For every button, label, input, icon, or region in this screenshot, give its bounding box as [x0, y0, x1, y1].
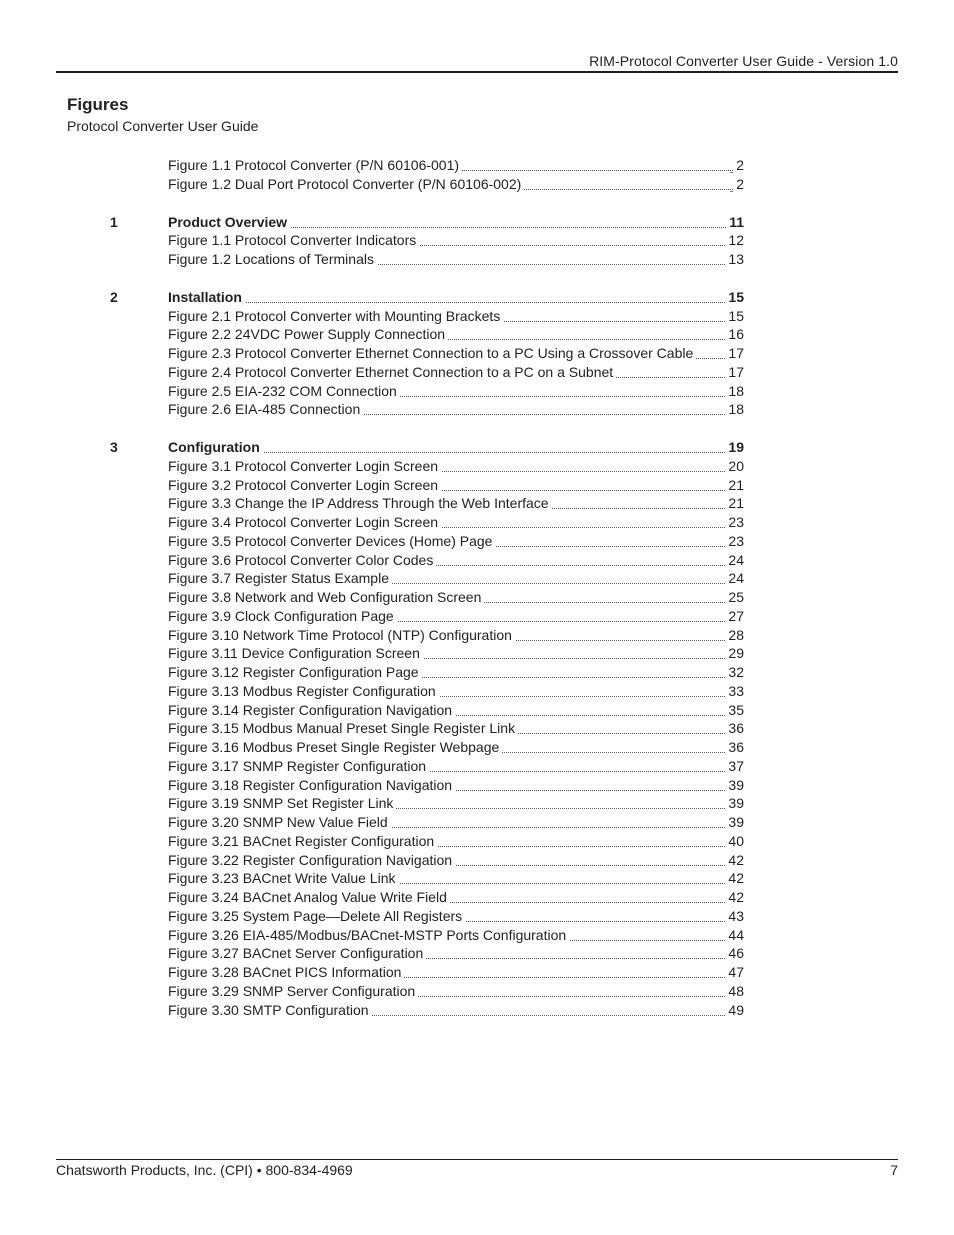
figure-entry [110, 757, 744, 775]
page-number: 21 [725, 494, 744, 512]
page-number: 40 [725, 832, 744, 850]
figure-title: Figure 3.5 Protocol Converter Devices (Home) Page [168, 532, 495, 550]
dot-leader [425, 790, 725, 791]
page-number: 19 [725, 438, 744, 456]
figure-title: Figure 3.16 Modbus Preset Single Register Webpage [168, 738, 502, 756]
figure-entry [110, 626, 744, 644]
figure-title: Figure 3.26 EIA-485/Modbus/BACnet-MSTP Ports Configuration [168, 926, 569, 944]
figure-title: Figure 3.4 Protocol Converter Login Screen [168, 513, 441, 531]
page-number: 27 [725, 607, 744, 625]
page-number: 23 [725, 532, 744, 550]
chapter-number: 2 [110, 288, 118, 305]
figure-title: Figure 3.19 SNMP Set Register Link [168, 794, 396, 812]
dot-leader [215, 302, 725, 303]
chapter-entry [110, 213, 744, 231]
figure-entry [110, 926, 744, 944]
figure-entry [110, 776, 744, 794]
page-number: 23 [725, 513, 744, 531]
figure-entry [110, 644, 744, 662]
dot-leader [420, 902, 725, 903]
dot-leader [389, 245, 725, 246]
figure-title: Figure 2.6 EIA-485 Connection [168, 400, 363, 418]
dot-leader [494, 189, 733, 190]
dot-leader [393, 658, 725, 659]
page-number: 39 [725, 794, 744, 812]
figure-title: Figure 3.7 Register Status Example [168, 569, 392, 587]
page-number: 42 [725, 888, 744, 906]
figure-entry [110, 944, 744, 962]
page-number: 2 [733, 175, 744, 193]
figure-entry [110, 307, 744, 325]
figure-entry [110, 363, 744, 381]
page-number: 17 [725, 363, 744, 381]
figure-title: Figure 3.24 BACnet Analog Value Write Field [168, 888, 450, 906]
dot-leader [522, 508, 725, 509]
chapter-title: Configuration [168, 438, 263, 456]
chapter-number: 1 [110, 213, 118, 230]
figure-title: Figure 3.15 Modbus Manual Preset Single Register Link [168, 719, 518, 737]
figure-entry [110, 250, 744, 268]
figure-entry [110, 719, 744, 737]
figure-title: Figure 1.2 Dual Port Protocol Converter (P/N 60106-002) [168, 175, 524, 193]
footer-page-number: 7 [890, 1162, 898, 1178]
page-number: 11 [726, 213, 744, 231]
figure-title: Figure 3.14 Register Configuration Navigation [168, 701, 455, 719]
figure-title: Figure 3.11 Device Configuration Screen [168, 644, 423, 662]
figure-entry [110, 382, 744, 400]
figure-entry [110, 551, 744, 569]
page-number: 32 [725, 663, 744, 681]
dot-leader [488, 733, 725, 734]
figure-title: Figure 2.3 Protocol Converter Ethernet Connection to a PC Using a Crossover Cable [168, 344, 696, 362]
chapter-entry [110, 288, 744, 306]
figure-title: Figure 2.4 Protocol Converter Ethernet Connection to a PC on a Subnet [168, 363, 616, 381]
dot-leader [370, 396, 725, 397]
figure-entry [110, 794, 744, 812]
page-number: 20 [725, 457, 744, 475]
dot-leader [369, 883, 725, 884]
figure-title: Figure 3.8 Network and Web Configuration Screen [168, 588, 484, 606]
dot-leader [407, 846, 725, 847]
figure-title: Figure 3.3 Change the IP Address Through the Web Interface [168, 494, 552, 512]
dot-leader [396, 958, 725, 959]
figure-title: Figure 2.5 EIA-232 COM Connection [168, 382, 400, 400]
figure-entry [110, 532, 744, 550]
dot-leader [342, 1015, 725, 1016]
figure-title: Figure 1.2 Locations of Terminals [168, 250, 377, 268]
page-number: 18 [725, 400, 744, 418]
figure-entry [110, 175, 744, 193]
page-number: 42 [725, 869, 744, 887]
figure-entry [110, 888, 744, 906]
page-number: 28 [725, 626, 744, 644]
page-number: 49 [725, 1001, 744, 1019]
figure-title: Figure 2.1 Protocol Converter with Mounting Brackets [168, 307, 503, 325]
page-number: 48 [725, 982, 744, 1000]
dot-leader [233, 452, 725, 453]
header-rule [56, 71, 898, 73]
figure-title: Figure 3.29 SNMP Server Configuration [168, 982, 418, 1000]
figure-entry [110, 1001, 744, 1019]
figure-title: Figure 3.20 SNMP New Value Field [168, 813, 391, 831]
figure-entry [110, 813, 744, 831]
page-number: 35 [725, 701, 744, 719]
figure-title: Figure 3.12 Register Configuration Page [168, 663, 422, 681]
dot-leader [399, 771, 725, 772]
figure-title: Figure 3.6 Protocol Converter Color Codes [168, 551, 436, 569]
page-number: 21 [725, 476, 744, 494]
dot-leader [411, 490, 725, 491]
page-number: 2 [733, 156, 744, 174]
figure-title: Figure 3.27 BACnet Server Configuration [168, 944, 426, 962]
dot-leader [333, 414, 725, 415]
page-number: 43 [725, 907, 744, 925]
figure-entry [110, 494, 744, 512]
figure-entry [110, 832, 744, 850]
page-number: 29 [725, 644, 744, 662]
dot-leader [366, 808, 725, 809]
dot-leader [411, 471, 725, 472]
dot-leader [435, 921, 725, 922]
dot-leader [362, 583, 725, 584]
dot-leader [473, 321, 725, 322]
footer-company: Chatsworth Products, Inc. (CPI) • 800-834-4969 [56, 1162, 353, 1178]
figure-title: Figure 3.17 SNMP Register Configuration [168, 757, 429, 775]
figure-entry [110, 156, 744, 174]
page-number: 39 [725, 776, 744, 794]
figure-entry [110, 325, 744, 343]
page-number: 13 [725, 250, 744, 268]
figure-entry [110, 476, 744, 494]
dot-leader [361, 827, 725, 828]
dot-leader [406, 565, 725, 566]
figure-title: Figure 2.2 24VDC Power Supply Connection [168, 325, 448, 343]
figure-title: Figure 1.1 Protocol Converter Indicators [168, 231, 419, 249]
dot-leader [418, 339, 725, 340]
figure-entry [110, 738, 744, 756]
page-number: 15 [725, 307, 744, 325]
figure-entry [110, 607, 744, 625]
page-number: 36 [725, 719, 744, 737]
dot-leader [454, 602, 725, 603]
page-number: 39 [725, 813, 744, 831]
figure-entry [110, 663, 744, 681]
dot-leader [425, 865, 725, 866]
page-number: 18 [725, 382, 744, 400]
dot-leader [367, 621, 725, 622]
dot-leader [472, 752, 725, 753]
page-number: 44 [725, 926, 744, 944]
figure-entry [110, 982, 744, 1000]
dot-leader [432, 170, 733, 171]
dot-leader [347, 264, 725, 265]
section-title: Figures [67, 95, 129, 114]
dot-leader [411, 527, 725, 528]
figure-entry [110, 513, 744, 531]
figure-entry [110, 231, 744, 249]
figure-entry [110, 701, 744, 719]
figure-title: Figure 3.2 Protocol Converter Login Screen [168, 476, 441, 494]
section-subtitle: Protocol Converter User Guide [67, 118, 259, 134]
page-number: 33 [725, 682, 744, 700]
dot-leader [260, 227, 726, 228]
chapter-title: Product Overview [168, 213, 290, 231]
figure-entry [110, 569, 744, 587]
figure-entry [110, 869, 744, 887]
figure-title: Figure 3.23 BACnet Write Value Link [168, 869, 399, 887]
figure-title: Figure 1.1 Protocol Converter (P/N 60106-001) [168, 156, 462, 174]
figure-title: Figure 3.18 Register Configuration Navigation [168, 776, 455, 794]
chapter-title: Installation [168, 288, 245, 306]
figure-title: Figure 3.25 System Page—Delete All Registers [168, 907, 465, 925]
page-number: 24 [725, 551, 744, 569]
figure-entry [110, 907, 744, 925]
dot-leader [409, 696, 725, 697]
figure-title: Figure 3.21 BACnet Register Configuration [168, 832, 437, 850]
figure-entry [110, 851, 744, 869]
page-number: 47 [725, 963, 744, 981]
page-number: 42 [725, 851, 744, 869]
figure-title: Figure 3.22 Register Configuration Navigation [168, 851, 455, 869]
figure-entry [110, 400, 744, 418]
figure-title: Figure 3.30 SMTP Configuration [168, 1001, 372, 1019]
footer-rule [56, 1159, 898, 1160]
dot-leader [485, 640, 725, 641]
figure-title: Figure 3.9 Clock Configuration Page [168, 607, 397, 625]
figure-entry [110, 457, 744, 475]
figure-title: Figure 3.28 BACnet PICS Information [168, 963, 404, 981]
page-number: 17 [725, 344, 744, 362]
chapter-number: 3 [110, 439, 118, 455]
dot-leader [374, 977, 725, 978]
page-number: 37 [725, 757, 744, 775]
page-number: 36 [725, 738, 744, 756]
page-number: 15 [725, 288, 744, 306]
running-header: RIM-Protocol Converter User Guide - Version 1.0 [589, 53, 898, 69]
figure-entry [110, 588, 744, 606]
page-number: 12 [725, 231, 744, 249]
dot-leader [425, 715, 725, 716]
page-number: 46 [725, 944, 744, 962]
figure-entry [110, 682, 744, 700]
figure-title: Figure 3.13 Modbus Register Configuration [168, 682, 439, 700]
dot-leader [465, 546, 725, 547]
figure-title: Figure 3.10 Network Time Protocol (NTP) Configuration [168, 626, 515, 644]
chapter-entry [110, 438, 744, 456]
page-number: 16 [725, 325, 744, 343]
page-number: 25 [725, 588, 744, 606]
figure-entry [110, 344, 744, 362]
dot-leader [388, 996, 725, 997]
page-number: 24 [725, 569, 744, 587]
dot-leader [392, 677, 725, 678]
figure-title: Figure 3.1 Protocol Converter Login Screen [168, 457, 441, 475]
figure-entry [110, 963, 744, 981]
